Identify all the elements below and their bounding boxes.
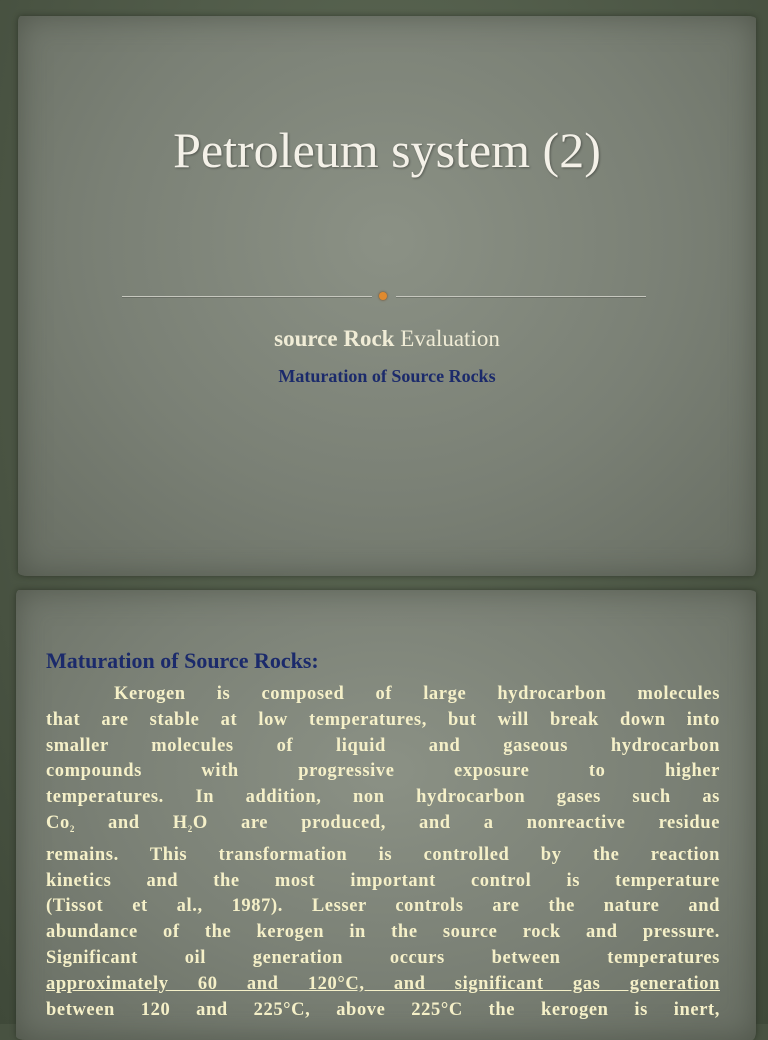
slide-subtitle: [18, 326, 756, 352]
text-line: that are stable at low temperatures, but will break down into: [46, 709, 720, 730]
text-line: between 120 and 225°C, above 225°C the kerogen is inert,: [46, 999, 720, 1020]
h2o-subscript: 2: [187, 823, 193, 834]
formula-line-rest: O are produced, and a nonreactive residue: [192, 812, 720, 833]
text-line: (Tissot et al., 1987). Lesser controls are the nature and: [46, 896, 720, 917]
co2-text: Co: [46, 812, 70, 833]
text-line: temperatures. In addition, non hydrocarbon gases such as: [46, 787, 720, 808]
text-line-formulas: [46, 811, 720, 843]
subtitle-rest: Evaluation: [394, 326, 500, 351]
divider-dot: [379, 292, 387, 300]
text-line-underlined: approximately 60 and 120°C, and significant gas generation: [46, 973, 720, 994]
section-heading: Maturation of Source Rocks:: [46, 648, 319, 673]
text-line: Significant oil generation occurs between temperatures: [46, 947, 720, 968]
divider-line-left: [122, 296, 372, 297]
text-line: abundance of the kerogen in the source rock and pressure.: [46, 922, 720, 943]
divider-line-right: [396, 296, 646, 297]
co2-subscript: 2: [69, 823, 75, 834]
subtitle-bold: source Rock: [274, 326, 395, 351]
title-slide: [18, 16, 756, 576]
slide-subheading: Maturation of Source Rocks: [278, 366, 496, 386]
title-divider: [122, 296, 646, 298]
text-line: Kerogen is composed of large hydrocarbon molecules: [114, 684, 720, 704]
content-slide: [16, 590, 756, 1040]
text-line: kinetics and the most important control is temperature: [46, 870, 720, 891]
slide-title: Petroleum system (2): [173, 122, 601, 178]
text-line: smaller molecules of liquid and gaseous hydrocarbon: [46, 735, 720, 756]
body-paragraph: [46, 682, 720, 1023]
text-line: compounds with progressive exposure to higher: [46, 761, 720, 782]
h2o-text: and H: [74, 812, 188, 833]
text-line: remains. This transformation is controlled by the reaction: [46, 844, 720, 865]
